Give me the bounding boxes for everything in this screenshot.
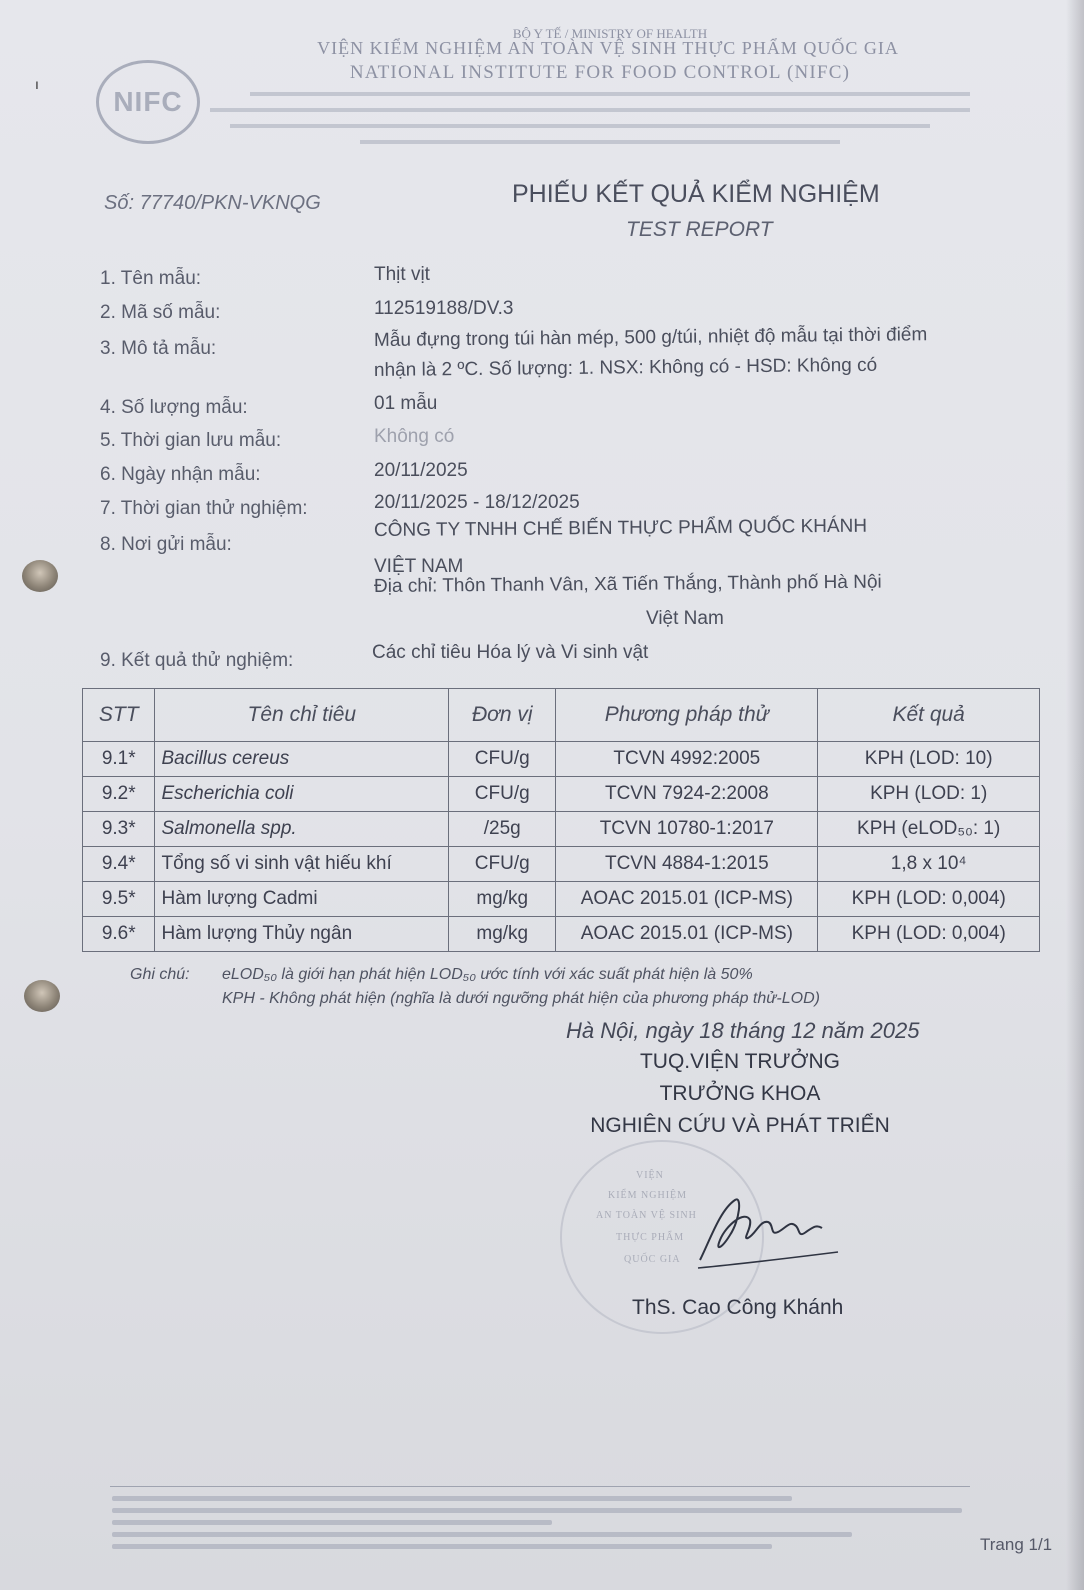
cell-method: TCVN 4992:2005 <box>556 742 818 777</box>
footer-fine-print-3 <box>112 1520 552 1525</box>
cell-result: KPH (LOD: 0,004) <box>818 917 1040 952</box>
stamp-text: QUỐC GIA <box>624 1254 681 1265</box>
stamp-text: THỰC PHẨM <box>616 1232 685 1243</box>
table-row <box>83 812 1040 847</box>
header-criterion: Tên chỉ tiêu <box>155 689 449 742</box>
signer-title-3: NGHIÊN CỨU VÀ PHÁT TRIỂN <box>590 1114 890 1137</box>
footer-divider <box>110 1486 970 1487</box>
cell-stt: 9.3* <box>83 812 155 847</box>
stamp-text: AN TOÀN VỆ SINH <box>596 1210 697 1221</box>
cell-unit: mg/kg <box>449 882 556 917</box>
cell-result: KPH (eLOD₅₀: 1) <box>818 812 1040 847</box>
issue-date: Hà Nội, ngày 18 tháng 12 năm 2025 <box>566 1018 920 1043</box>
field-value-received-date: 20/11/2025 <box>374 460 468 481</box>
cell-stt: 9.2* <box>83 777 155 812</box>
footer-fine-print-4 <box>112 1532 852 1537</box>
footer-fine-print-1 <box>112 1496 792 1501</box>
table-header-row <box>83 689 1040 742</box>
header-unit: Đơn vị <box>449 689 556 742</box>
institute-name-en: NATIONAL INSTITUTE FOR FOOD CONTROL (NIFC) <box>349 62 851 83</box>
cell-criterion: Salmonella spp. <box>155 812 449 847</box>
field-value-description-line2: nhận là 2 ºC. Số lượng: 1. NSX: Không có - HSD: Không có <box>373 354 878 381</box>
header-result: Kết quả <box>818 689 1040 742</box>
cell-method: AOAC 2015.01 (ICP-MS) <box>556 917 818 952</box>
field-label-test-period: 7. Thời gian thử nghiệm: <box>100 498 308 519</box>
report-title-vn: PHIẾU KẾT QUẢ KIỂM NGHIỆM <box>512 180 880 208</box>
table-row <box>83 882 1040 917</box>
cell-unit: CFU/g <box>449 777 556 812</box>
table-row <box>83 847 1040 882</box>
report-number: Số: 77740/PKN-VKNQG <box>104 192 321 214</box>
notes-line-kph: KPH - Không phát hiện (nghĩa là dưới ngưỡng phát hiện của phương pháp thử-LOD) <box>222 990 820 1007</box>
signer-name: ThS. Cao Công Khánh <box>632 1296 844 1319</box>
field-label-quantity: 4. Số lượng mẫu: <box>100 397 248 418</box>
notes-label: Ghi chú: <box>130 966 190 983</box>
report-title-en: TEST REPORT <box>626 218 773 241</box>
cell-stt: 9.1* <box>83 742 155 777</box>
table-row <box>83 742 1040 777</box>
footer-fine-print-5 <box>112 1544 772 1549</box>
field-value-test-period: 20/11/2025 - 18/12/2025 <box>374 492 580 513</box>
header-fine-print-4 <box>360 140 840 144</box>
cell-unit: /25g <box>449 812 556 847</box>
field-label-sender: 8. Nơi gửi mẫu: <box>100 534 232 555</box>
cell-result: KPH (LOD: 0,004) <box>818 882 1040 917</box>
results-table <box>82 688 1040 952</box>
field-value-storage-time: Không có <box>374 426 455 447</box>
cell-result: KPH (LOD: 10) <box>818 742 1040 777</box>
header-fine-print-3 <box>230 124 930 128</box>
cell-method: TCVN 10780-1:2017 <box>556 812 818 847</box>
cell-criterion: Hàm lượng Thủy ngân <box>155 917 449 952</box>
table-row <box>83 777 1040 812</box>
cell-criterion: Escherichia coli <box>155 777 449 812</box>
nifc-logo <box>96 60 200 144</box>
field-value-sender-company: CÔNG TY TNHH CHẾ BIẾN THỰC PHẨM QUỐC KHÁNH <box>373 515 868 541</box>
page-edge-shadow <box>1066 0 1084 1590</box>
field-value-sender-country: VIỆT NAM <box>374 556 464 577</box>
field-value-sender-address-country: Việt Nam <box>646 608 724 629</box>
cell-stt: 9.4* <box>83 847 155 882</box>
field-label-test-result: 9. Kết quả thử nghiệm: <box>100 650 294 671</box>
cell-method: AOAC 2015.01 (ICP-MS) <box>556 882 818 917</box>
cell-stt: 9.5* <box>83 882 155 917</box>
cell-criterion: Hàm lượng Cadmi <box>155 882 449 917</box>
cell-unit: CFU/g <box>449 742 556 777</box>
field-value-quantity: 01 mẫu <box>374 393 438 414</box>
cell-criterion: Tổng số vi sinh vật hiếu khí <box>155 847 449 882</box>
cell-unit: CFU/g <box>449 847 556 882</box>
cell-result: KPH (LOD: 1) <box>818 777 1040 812</box>
field-value-sender-address: Địa chỉ: Thôn Thanh Vân, Xã Tiến Thắng, Thành phố Hà Nội <box>373 571 882 597</box>
cell-criterion: Bacillus cereus <box>155 742 449 777</box>
ministry-line: BỘ Y TẾ / MINISTRY OF HEALTH <box>512 26 708 41</box>
cell-result: 1,8 x 10⁴ <box>818 847 1040 882</box>
header-method: Phương pháp thử <box>556 689 818 742</box>
signer-title-1: TUQ.VIỆN TRƯỞNG <box>639 1050 841 1073</box>
tick-mark: ı <box>35 76 39 92</box>
cell-stt: 9.6* <box>83 917 155 952</box>
field-value-description-line1: Mẫu đựng trong túi hàn mép, 500 g/túi, nhiệt độ mẫu tại thời điểm <box>373 324 928 351</box>
header-stt: STT <box>83 689 155 742</box>
stamp-text: VIỆN <box>636 1170 664 1181</box>
stamp-text: KIỂM NGHIỆM <box>608 1190 688 1201</box>
field-label-sample-code: 2. Mã số mẫu: <box>100 302 221 323</box>
header-fine-print-2 <box>210 108 970 112</box>
logo-text: NIFC <box>113 86 183 117</box>
field-label-sample-name: 1. Tên mẫu: <box>100 268 202 289</box>
handwritten-signature <box>690 1180 850 1280</box>
field-value-sample-code: 112519188/DV.3 <box>374 298 514 319</box>
cell-method: TCVN 4884-1:2015 <box>556 847 818 882</box>
signer-title-2: TRƯỞNG KHOA <box>659 1082 821 1105</box>
footer-fine-print-2 <box>112 1508 962 1513</box>
field-value-test-result: Các chỉ tiêu Hóa lý và Vi sinh vật <box>372 642 649 663</box>
page-number: Trang 1/1 <box>980 1535 1053 1554</box>
field-label-storage-time: 5. Thời gian lưu mẫu: <box>100 430 282 451</box>
table-row <box>83 917 1040 952</box>
institute-name-vn: VIỆN KIỂM NGHIỆM AN TOÀN VỆ SINH THỰC PHẨM QUỐC GIA <box>317 38 899 58</box>
notes-line-elod: eLOD₅₀ là giới hạn phát hiện LOD₅₀ ước tính với xác suất phát hiện là 50% <box>222 966 753 983</box>
cell-unit: mg/kg <box>449 917 556 952</box>
header-fine-print-1 <box>250 92 970 96</box>
field-label-description: 3. Mô tả mẫu: <box>100 338 217 359</box>
field-label-received-date: 6. Ngày nhận mẫu: <box>100 464 261 485</box>
field-value-sample-name: Thịt vịt <box>374 264 430 285</box>
cell-method: TCVN 7924-2:2008 <box>556 777 818 812</box>
punch-hole-lower <box>24 980 60 1012</box>
punch-hole-upper <box>22 560 58 592</box>
